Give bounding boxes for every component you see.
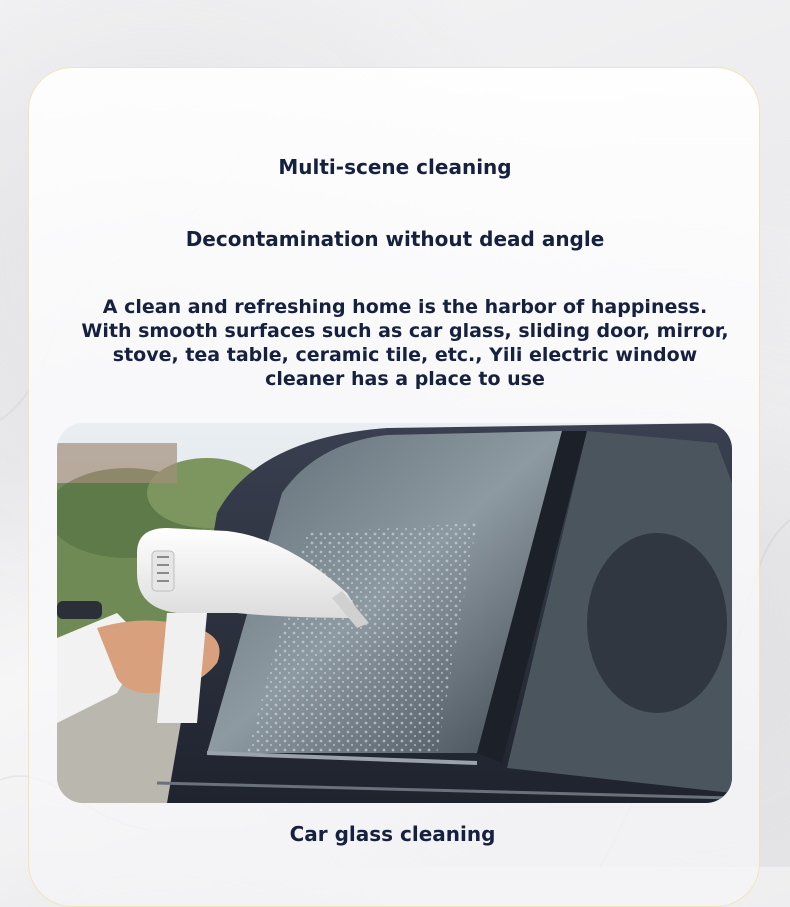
photo-caption: Car glass cleaning	[289, 822, 496, 846]
section-subheading: Decontamination without dead angle	[185, 227, 605, 251]
car-window-cleaning-photo	[57, 423, 732, 803]
section-description: A clean and refreshing home is the harbor of happiness. With smooth surfaces such as car glass, sliding door, mirror, stove, tea table, ceramic tile, etc., Yili electric window cleaner has a place to use	[81, 296, 729, 390]
section-heading: Multi-scene cleaning	[278, 155, 512, 179]
